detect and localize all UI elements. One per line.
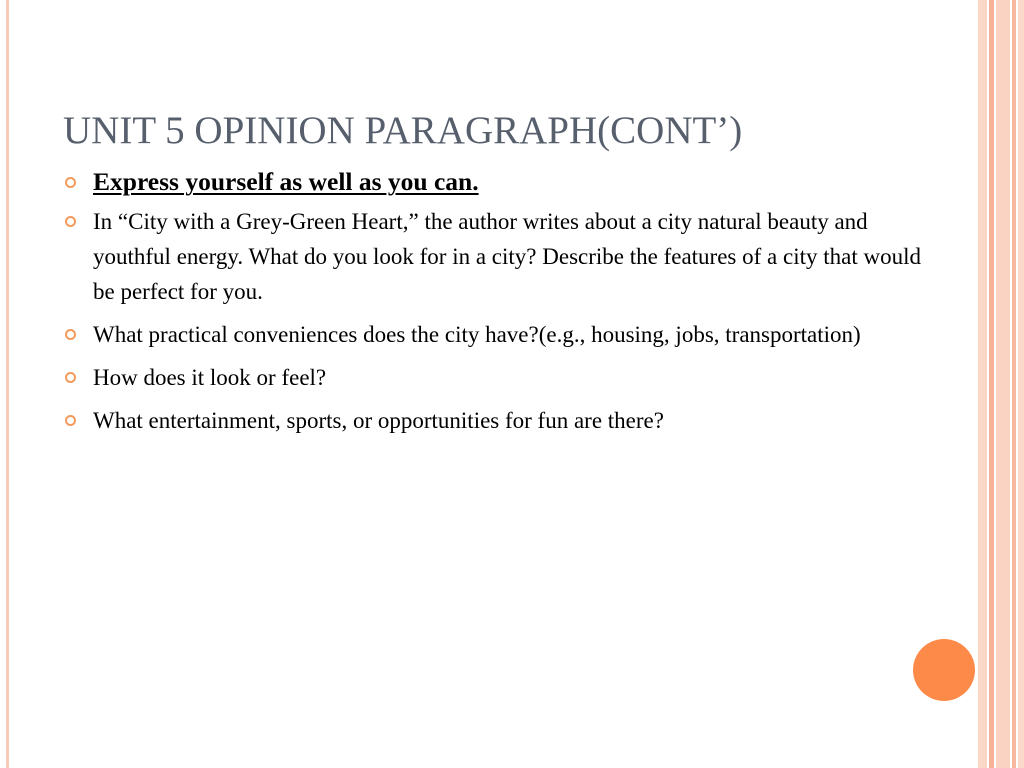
orange-circle-icon (913, 639, 975, 701)
bullet-text-heading: Express yourself as well as you can. (93, 167, 479, 196)
list-item (60, 204, 940, 309)
bullet-icon (65, 177, 76, 188)
list-item (60, 164, 940, 200)
right-stripe (996, 0, 1010, 768)
bullet-text: In “City with a Grey-Green Heart,” the author writes about a city natural beauty and youthful energy. What do you look for in a city? Describe the features of a city that would be perfect for you. (93, 209, 921, 304)
list-item (60, 403, 940, 438)
bullet-icon (65, 329, 76, 340)
right-stripe (978, 0, 987, 768)
slide-title: UNIT 5 OPINION PARAGRAPH(CONT’) (63, 109, 743, 152)
bullet-icon (65, 216, 76, 227)
right-stripe (1012, 0, 1016, 768)
bullet-text: What entertainment, sports, or opportunities for fun are there? (93, 408, 664, 433)
left-border-line (6, 0, 9, 768)
right-stripe (989, 0, 994, 768)
bullet-text: What practical conveniences does the city have?(e.g., housing, jobs, transportation) (93, 322, 861, 347)
bullet-icon (65, 372, 76, 383)
list-item (60, 360, 940, 395)
bullet-icon (65, 415, 76, 426)
right-stripe (1018, 0, 1024, 768)
list-item (60, 317, 940, 352)
bullet-list (60, 164, 940, 446)
bullet-text: How does it look or feel? (93, 365, 327, 390)
